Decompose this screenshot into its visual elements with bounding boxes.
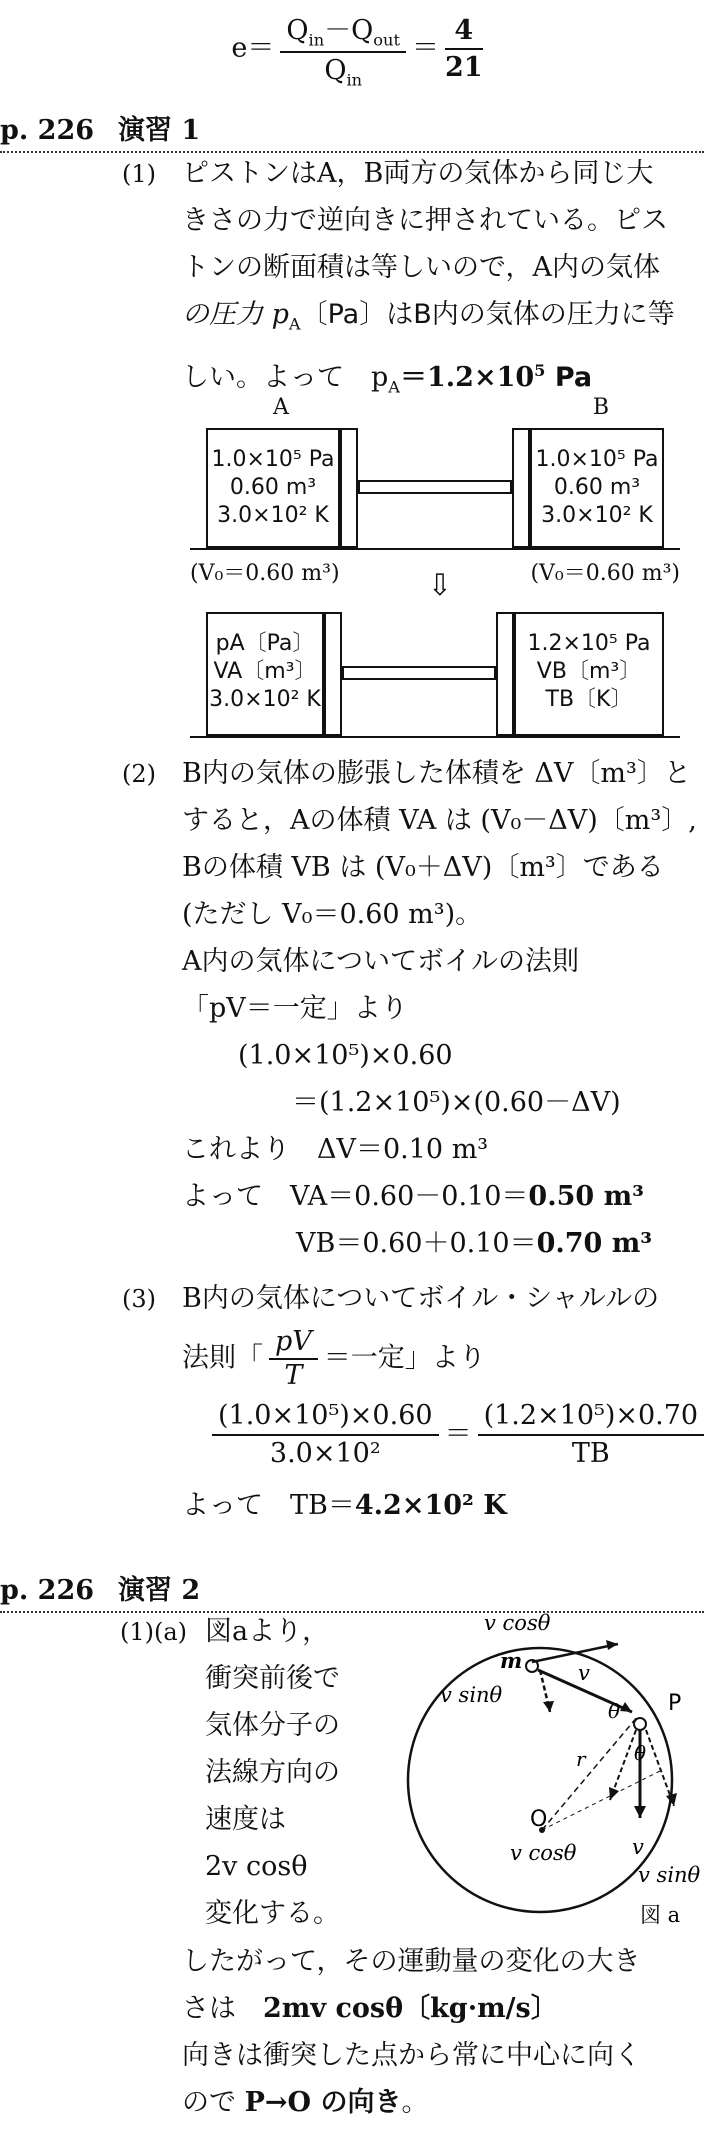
p2-line6: 「pV＝一定」より [182, 993, 408, 1024]
p1-line2: きさの力で逆向きに押されている。ピス [182, 205, 668, 236]
piston-a-top [340, 428, 358, 548]
s2-line2: 衝突前後で [205, 1663, 340, 1694]
figure-a [400, 1600, 710, 1940]
bot-right-p: 1.2×10⁵ Pa [527, 631, 651, 656]
s2-line7: 変化する。 [205, 1898, 340, 1929]
s2-after-line2-a: さは [182, 1993, 263, 2024]
p3-line1: B内の気体についてボイル・シャルルの [182, 1283, 660, 1314]
top-left-p: 1.0×10⁵ Pa [211, 447, 335, 472]
arrowhead-vcos-bottom [609, 1787, 619, 1800]
p2-line3: Bの体積 VB は (V₀＋ΔV)〔m³〕である [182, 852, 664, 883]
arrowhead-v-after [634, 1806, 646, 1818]
rod-bot [342, 666, 496, 680]
eq-equals: ＝ [411, 32, 439, 64]
radius-line-2 [542, 1770, 662, 1830]
p2-line2: すると，Aの体積 VA は (V₀－ΔV)〔m³〕, [182, 805, 697, 836]
p2-answer-vb: 0.70 m³ [536, 1228, 653, 1259]
p3-frac1-num: (1.0×10⁵)×0.60 [212, 1400, 439, 1436]
p2-line10 [182, 1173, 712, 1220]
label-r: r [576, 1747, 586, 1771]
v0-left: (V₀＝0.60 m³) [190, 561, 340, 586]
p2-line5: A内の気体についてボイルの法則 [182, 946, 579, 977]
p2-line10-a: よって VA＝0.60－0.10＝ [182, 1181, 529, 1212]
p3-frac2 [478, 1400, 705, 1470]
p3-frac1 [212, 1400, 439, 1470]
s2-after-line4 [182, 2079, 712, 2126]
top-right-vals [530, 446, 664, 530]
p3-line2-b: ＝一定」より [323, 1342, 486, 1374]
piston-a-bot [324, 612, 342, 736]
bot-left-t: 3.0×10² K [209, 687, 321, 712]
p2-line4: (ただし V₀＝0.60 m³)。 [182, 899, 483, 930]
vcos-top-arrow [532, 1644, 618, 1662]
label-m: m [500, 1648, 523, 1673]
label-vsin-left: v sinθ [440, 1683, 503, 1707]
s2-line5: 速度は [205, 1804, 286, 1835]
rod-top [358, 480, 512, 494]
p3-frac2-den: TB [571, 1438, 610, 1469]
s2-after-line1: したがって，その運動量の変化の大き [182, 1946, 641, 1977]
floor-bot [190, 736, 680, 738]
molecule-after [634, 1718, 646, 1730]
piston-b-top [512, 428, 530, 548]
p3-line4-a: よって TB＝ [182, 1490, 355, 1521]
p3-eq: ＝ [444, 1418, 472, 1450]
p1-line3: トンの断面積は等しいので，A内の気体 [182, 252, 660, 283]
label-vcos-top: v cosθ [484, 1611, 551, 1635]
p3-text [182, 1275, 712, 1529]
top-right-v: 0.60 m³ [553, 475, 641, 500]
p3-equation [182, 1400, 712, 1470]
floor-top [190, 548, 680, 550]
p3-answer: 4.2×10² K [354, 1490, 507, 1521]
p1-line5-sub: A [388, 377, 400, 397]
bot-right-t: TB〔K〕 [545, 687, 633, 712]
s2-line4: 法線方向の [205, 1757, 340, 1788]
p2-line11-a: VB＝0.60＋0.10＝ [296, 1228, 537, 1259]
s2-answer-momentum: 2mv cosθ〔kg·m/s〕 [263, 1993, 558, 2024]
p3-pvt-fraction [269, 1328, 318, 1390]
p1-line4-rest: 〔Pa〕はB内の気体の圧力に等 [300, 299, 675, 330]
s2-after-line2 [182, 1985, 712, 2032]
bot-right-v: VB〔m³〕 [536, 659, 642, 684]
eq-lhs: e＝ [231, 32, 275, 64]
section2-title: 演習 2 [118, 1575, 201, 1606]
label-theta2: θ [634, 1741, 647, 1765]
p3-line2 [182, 1328, 712, 1390]
label-vsin-right: v sinθ [638, 1863, 701, 1887]
p1-tag: (1) [122, 160, 156, 188]
arrowhead-vsin-right [666, 1793, 677, 1806]
s2-left-text [205, 1608, 405, 1937]
section1-page: p. 226 [0, 115, 95, 146]
p1-line5-a: しい。よって p [182, 362, 389, 394]
p2-tag: (2) [122, 760, 156, 788]
diagram-label-b: B [592, 395, 610, 420]
piston-b-bot [496, 612, 514, 736]
arrowhead-vcos-top [606, 1640, 618, 1650]
eq-num-mid: －Q [324, 15, 374, 46]
p3-t: T [284, 1360, 303, 1391]
label-vcos-bottom: v cosθ [510, 1841, 577, 1865]
s2-after-text [182, 1938, 712, 2126]
eq-result-den: 21 [444, 51, 483, 83]
eq-num-sub-out: out [373, 30, 400, 50]
s2-line3: 気体分子の [205, 1710, 340, 1741]
p2-line8: ＝(1.2×10⁵)×(0.60－ΔV) [292, 1087, 621, 1118]
p1-answer-unit: Pa [545, 362, 593, 394]
vsin-right-arrow [646, 1730, 674, 1806]
p2-line7: (1.0×10⁵)×0.60 [238, 1040, 453, 1071]
piston-diagram [0, 0, 720, 760]
section1-title: 演習 1 [118, 115, 201, 146]
p3-line2-a: 法則「 [182, 1342, 263, 1374]
top-right-p: 1.0×10⁵ Pa [535, 447, 659, 472]
s2-line6: 2v cosθ [205, 1851, 308, 1882]
bot-left-v: VA〔m³〕 [213, 659, 317, 684]
p3-frac2-num: (1.2×10⁵)×0.70 [478, 1400, 705, 1436]
label-v-top: v [578, 1661, 590, 1685]
p2-text [182, 750, 712, 1267]
p2-line1: B内の気体の膨張した体積を ΔV〔m³〕と [182, 758, 691, 789]
diagram-label-a: A [273, 395, 289, 420]
top-left-t: 3.0×10² K [217, 503, 329, 528]
radius-line [542, 1716, 638, 1830]
bot-right-vals [514, 630, 664, 714]
top-left-v: 0.60 m³ [229, 475, 317, 500]
p3-line4 [182, 1482, 712, 1529]
s2-line1: 図aより， [205, 1616, 330, 1647]
top-left-vals [206, 446, 340, 530]
p1-answer-exp: 5 [534, 361, 546, 381]
label-p: P [668, 1691, 682, 1716]
label-theta1: θ [608, 1699, 621, 1723]
figure-caption: 図 a [640, 1903, 681, 1927]
p3-pv: pV [269, 1328, 318, 1360]
p1-line1: ピストンはA，B両方の気体から同じ大 [182, 158, 654, 189]
p2-line9: これより ΔV＝0.10 m³ [182, 1134, 489, 1165]
s2-after-line4-a: ので [182, 2087, 245, 2118]
p3-tag: (3) [122, 1285, 156, 1313]
eq-num-q: Q [286, 15, 309, 46]
p1-pa-sub: A [288, 314, 301, 334]
bot-left-p: pA〔Pa〕 [215, 631, 315, 656]
eq-den-sub: in [346, 70, 363, 90]
s2-answer-direction: P→O の向き [244, 2087, 402, 2118]
s2-tag: (1)(a) [120, 1618, 188, 1646]
p1-answer: ＝1.2×10 [400, 362, 535, 394]
top-right-t: 3.0×10² K [541, 503, 653, 528]
s2-after-line4-c: 。 [401, 2087, 429, 2118]
s2-after-line3: 向きは衝突した点から常に中心に向く [182, 2040, 641, 2071]
p1-pa: の圧力 p [182, 299, 289, 330]
label-v-bottom: v [632, 1835, 644, 1859]
bot-left-vals [206, 630, 324, 714]
label-o: O [530, 1807, 548, 1832]
v0-right: (V₀＝0.60 m³) [530, 561, 680, 586]
section2-page: p. 226 [0, 1575, 95, 1606]
p2-answer-va: 0.50 m³ [528, 1181, 644, 1212]
p3-frac1-den: 3.0×10² [269, 1438, 381, 1469]
eq-num-sub-in: in [308, 30, 325, 50]
eq-result-num: 4 [445, 15, 483, 50]
eq-den-q: Q [324, 55, 347, 87]
down-arrow-icon: ⇩ [427, 568, 453, 603]
p2-line11 [182, 1220, 712, 1267]
